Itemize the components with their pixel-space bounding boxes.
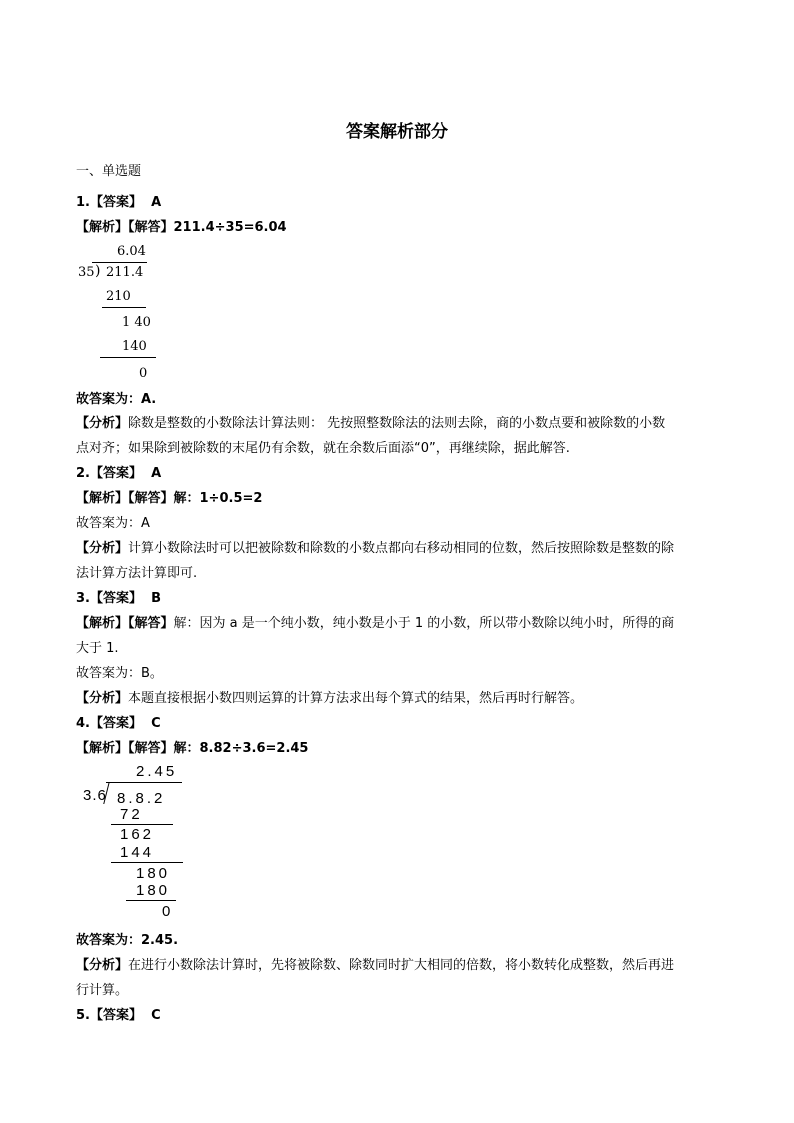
q2-number: 2.	[76, 466, 90, 481]
q1-step1: 210	[106, 289, 131, 304]
q1-fenxi-tag: 【分析】	[76, 416, 129, 431]
q5-answer-line	[76, 1007, 161, 1025]
q5-answer-tag: 【答案】	[89, 1008, 142, 1023]
q1-conclusion: 故答案为：A.	[76, 392, 157, 407]
page-title: 答案解析部分	[346, 122, 448, 142]
q4-fenxi-line1	[76, 957, 674, 975]
q4-step1: 72	[120, 806, 143, 823]
section-heading: 一、单选题	[76, 164, 142, 179]
q4-bracket-top	[106, 782, 182, 783]
q4-fenxi-text1: 在进行小数除法计算时，先将被除数、除数同时扩大相同的倍数，将小数转化成整数，然后再进	[128, 958, 675, 973]
q2-fenxi-line2: 法计算方法计算即可.	[76, 566, 198, 581]
q2-conclusion: 故答案为：A	[76, 516, 150, 531]
q3-analysis-tag: 【解析】【解答】	[76, 616, 174, 631]
q4-analysis-tag: 【解析】【解答】	[76, 741, 174, 756]
q2-answer-line	[76, 465, 161, 483]
q4-rule1	[111, 824, 173, 825]
q2-answer: A	[151, 466, 162, 481]
q3-number: 3.	[76, 591, 90, 606]
q4-answer: C	[151, 716, 161, 731]
q1-answer: A	[151, 195, 162, 210]
q3-answer-tag: 【答案】	[89, 591, 142, 606]
q1-fenxi-text1: 除数是整数的小数除法计算法则： 先按照整数除法的法则去除，商的小数点要和被除数的小数	[128, 416, 666, 431]
q4-divisor: 3.6	[83, 787, 107, 804]
q5-answer: C	[151, 1008, 161, 1023]
q4-step4: 180	[136, 865, 171, 882]
q1-analysis-tag: 【解析】【解答】	[76, 220, 174, 235]
q1-quotient: 6.04	[117, 244, 146, 259]
q1-step3: 140	[122, 339, 147, 354]
q2-fenxi-line1	[76, 540, 674, 558]
q4-remainder: 0	[162, 903, 174, 920]
q1-rule2	[100, 357, 156, 358]
q1-answer-line	[76, 194, 161, 212]
q2-fenxi-text1: 计算小数除法时可以把被除数和除数的小数点都向右移动相同的位数，然后按照除数是整数的除	[128, 541, 675, 556]
q4-number: 4.	[76, 716, 90, 731]
q3-analysis-line2: 大于 1.	[76, 641, 119, 656]
q5-number: 5.	[76, 1008, 90, 1023]
q4-answer-tag: 【答案】	[89, 716, 142, 731]
q4-step5: 180	[136, 882, 171, 899]
q3-fenxi-text1: 本题直接根据小数四则运算的计算方法求出每个算式的结果，然后再时行解答。	[128, 691, 584, 706]
q3-analysis-line	[76, 615, 674, 633]
q3-answer: B	[151, 591, 161, 606]
q4-step3: 144	[120, 844, 155, 861]
q4-conclusion: 故答案为：2.45.	[76, 933, 179, 948]
q1-fenxi-line1	[76, 415, 665, 433]
q1-bracket: )	[95, 263, 101, 279]
q4-rule2	[111, 862, 183, 863]
q4-answer-line	[76, 715, 161, 733]
q4-dividend: 8.8.2	[117, 790, 166, 807]
q2-analysis: 解：1÷0.5=2	[173, 491, 263, 506]
q4-analysis-line	[76, 740, 308, 758]
q1-rule1	[102, 307, 146, 308]
q1-number: 1.	[76, 195, 90, 210]
q1-remainder: 0	[139, 366, 148, 381]
q4-analysis: 解：8.82÷3.6=2.45	[173, 741, 309, 756]
q1-analysis: 211.4÷35=6.04	[173, 220, 287, 235]
q2-answer-tag: 【答案】	[89, 466, 142, 481]
q1-dividend: 211.4	[106, 265, 144, 280]
q2-fenxi-tag: 【分析】	[76, 541, 129, 556]
q3-conclusion: 故答案为：B。	[76, 666, 163, 681]
q3-answer-line	[76, 590, 161, 608]
q4-rule3	[126, 900, 176, 901]
q3-analysis-text1: 解：因为 a 是一个纯小数，纯小数是小于 1 的小数，所以带小数除以纯小时，所得的商	[173, 616, 675, 631]
q4-fenxi-tag: 【分析】	[76, 958, 129, 973]
q1-fenxi-line2: 点对齐；如果除到被除数的末尾仍有余数，就在余数后面添“0”，再继续除，据此解答.	[76, 441, 570, 456]
q1-analysis-line	[76, 219, 287, 237]
q2-analysis-line	[76, 490, 262, 508]
q4-quotient: 2.45	[136, 763, 178, 780]
q2-analysis-tag: 【解析】【解答】	[76, 491, 174, 506]
q3-fenxi-line1	[76, 690, 583, 708]
q1-divisor: 35	[78, 265, 95, 280]
q1-step2: 1 40	[122, 315, 151, 330]
q1-answer-tag: 【答案】	[89, 195, 142, 210]
q4-fenxi-line2: 行计算。	[76, 983, 129, 998]
q3-fenxi-tag: 【分析】	[76, 691, 129, 706]
q4-step2: 162	[120, 826, 155, 843]
